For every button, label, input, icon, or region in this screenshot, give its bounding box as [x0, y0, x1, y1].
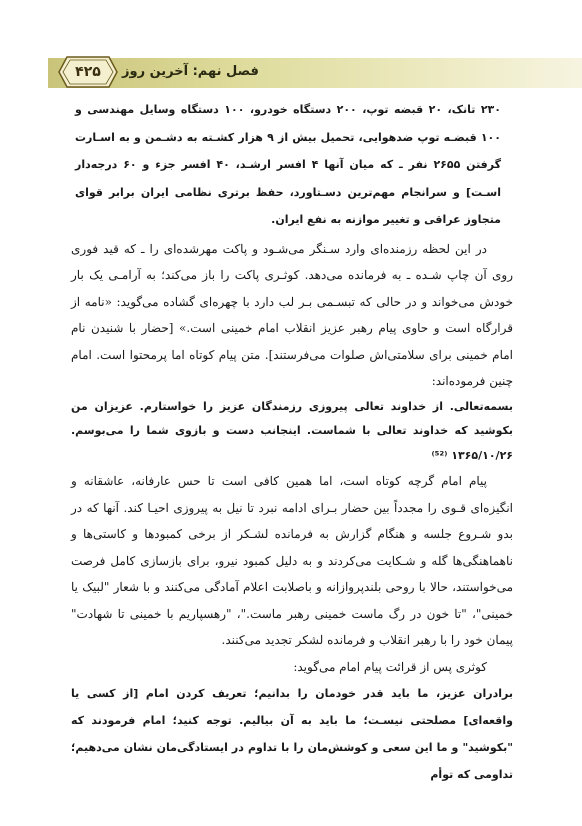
quote-text-3: برادران عزیز، ما باید قدر خودمان را بدانیم؛ تعریف کردن امام [از کسی یا واقعه‌ای] مصلحتی نیسـت؛ ما باید به آن بیالیم. توجه کنید؛ امام فرمودند که "بکوشید" و ما این سعی و کوشش‌مان را با تداوم در ایستادگی‌مان نشان می‌دهیم؛ تداومی که توأم [71, 687, 513, 781]
body-paragraph-2 [71, 468, 513, 680]
chapter-title: فصل نهم: آخرین روز [122, 64, 259, 79]
quote-block-3 [71, 680, 513, 788]
body-paragraph-1 [71, 236, 513, 395]
quote-block-1 [71, 96, 513, 234]
page-content [71, 96, 513, 788]
page-number: ۴۲۵ [75, 64, 101, 80]
paragraph-text-3: کوثری پس از قرائت پیام امام می‌گوید: [293, 659, 487, 674]
quote-text-1: ۲۳۰ تانک، ۲۰ قبضه توپ، ۲۰۰ دستگاه خودرو، ۱۰۰ دستگاه وسایل مهندسی و ۱۰۰ قبضـه توپ ضدهوایی، تحمیل بیش از ۹ هزار کشـته به دشـمن و به اسـارت گرفتن ۲۶۵۵ نفر ـ که میان آنها ۴ افسر ارشـد، ۴۰ افسر جزء و ۶۰ درجه‌دار اسـت] و سرانجام مهم‌ترین دسـتاورد، حفظ برتری نظامی ایران برابر قوای متجاوز عراقی و تغییر موازنه به نفع ایران. [75, 103, 501, 226]
running-header [0, 54, 582, 92]
quote-text-2: بسمه‌تعالی. از خداوند تعالی پیروزی رزمندگان عزیز را خواستارم. عزیزان من بکوشید که خداوند تعالی با شماست. اینجانب دست و بازوی شما را می‌بوسم. ۱۳۶۵/۱۰/۲۶ ⁽⁵²⁾ [71, 399, 513, 462]
quote-block-2 [71, 395, 513, 469]
page-number-badge [57, 54, 119, 90]
paragraph-text-2: پیام امام گرچه کوتاه است، اما همین کافی است تا حس عارفانه، عاشقانه و انگیزه‌ای قـوی را مجدداً بین حضار بـرای ادامه نبرد تا نیل به پیروزی احیـا کند. آنها که در بدو شـروع جلسه و هنگام گزارش به فرمانده لشـکر از برخی کمبودها و کاستی‌ها و ناهماهنگی‌ها گله و شـکایت می‌کردند و به دلیل کمبود نیرو، برای بازسازی کامل فرصت می‌خواستند، حالا با روحی بلندپروازانه و باصلابت اعلام آمادگی می‌کنند و با شعار "لبیک یا خمینی"، "تا خون در رگ ماست خمینی رهبر ماست."، "رهسپاریم با خمینی تا شهادت" پیمان خود را با رهبر انقلاب و فرمانده لشکر تجدید می‌کنند. [71, 474, 513, 647]
paragraph-text-1: در این لحظه رزمنده‌ای وارد سـنگر می‌شـود و پاکت مهرشده‌ای را ـ که قید فوری روی آن چاپ شـده ـ به فرمانده می‌دهد. کوثـری پاکت را باز می‌کند؛ به آرامـی یک بار خودش می‌خواند و در حالی که تبسـمی بـر لب دارد با چهره‌ای گشاده می‌گوید: «نامه از قرارگاه است و حاوی پیام رهبر عزیز انقلاب امام خمینی است.» [حضار با شنیدن نام امام خمینی برای سلامتی‌اش صلوات می‌فرستند]. متن پیام کوتاه اما پرمحتوا است. امام چنین فرموده‌اند: [71, 241, 513, 388]
